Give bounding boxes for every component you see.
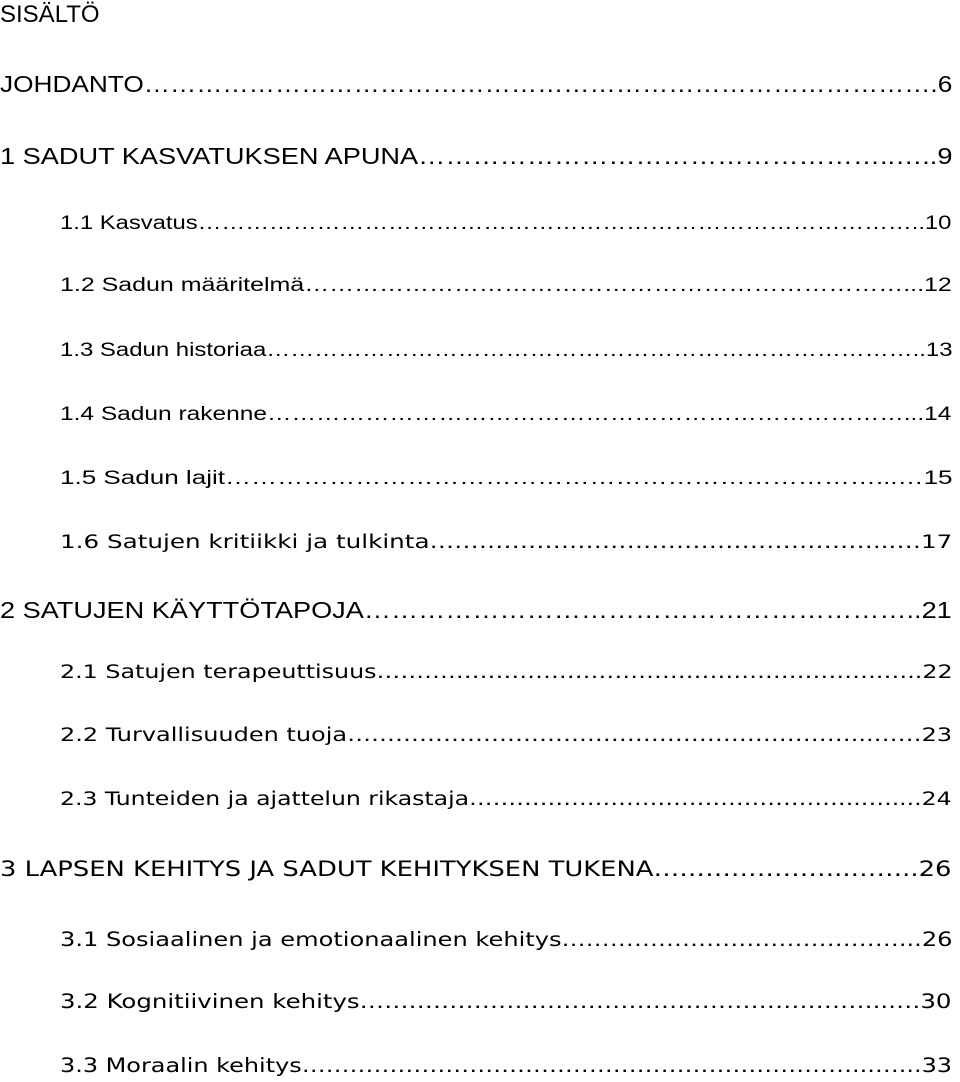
toc-entry-1-3[interactable]: 1.3 Sadun historiaa………………………………………………………………………..13 — [60, 340, 953, 361]
toc-entry-3-3[interactable]: 3.3 Moraalin kehitys……………………………………………………………...…...33 — [60, 1054, 953, 1077]
toc-entry-3-2[interactable]: 3.2 Kognitiivinen kehitys………………………………………………………...…30 — [60, 990, 952, 1013]
toc-entry-1-1[interactable]: 1.1 Kasvatus………………………………………………………………………………..10 — [60, 213, 952, 234]
toc-entry-2-1[interactable]: 2.1 Satujen terapeuttisuus……………………………………………………….…..22 — [60, 662, 953, 683]
toc-entry-1-4[interactable]: 1.4 Sadun rakenne……………………………………………………………………...14 — [60, 404, 952, 425]
toc-entry-2-2[interactable]: 2.2 Turvallisuuden tuoja………………………………………………………...……23 — [60, 725, 953, 746]
toc-entry-chapter-3[interactable]: 3 LAPSEN KEHITYS JA SADUT KEHITYKSEN TUKENA…………………..……..26 — [0, 857, 952, 882]
toc-entry-2-3[interactable]: 2.3 Tunteiden ja ajattelun rikastaja…………………………………………..….....24 — [60, 789, 952, 810]
toc-entry-1-6[interactable]: 1.6 Satujen kritiikki ja tulkinta………………………………………………...…17 — [60, 532, 953, 553]
toc-entry-johdanto[interactable]: JOHDANTO……………………………………………………………………………….6 — [0, 71, 953, 97]
toc-heading: SISÄLTÖ — [0, 1, 100, 28]
toc-entry-1-5[interactable]: 1.5 Sadun lajit…………………………………………………………………...…15 — [60, 468, 953, 489]
toc-entry-1-2[interactable]: 1.2 Sadun määritelmä………………………………………………………………...12 — [60, 275, 952, 296]
toc-entry-chapter-1[interactable]: 1 SADUT KASVATUKSEN APUNA……………………………………………..…..9 — [0, 143, 953, 169]
toc-entry-3-1[interactable]: 3.1 Sosiaalinen ja emotionaalinen kehitys……………………………………...26 — [60, 928, 953, 951]
toc-entry-chapter-2[interactable]: 2 SATUJEN KÄYTTÖTAPOJA……………………………………………………..21 — [0, 597, 952, 623]
